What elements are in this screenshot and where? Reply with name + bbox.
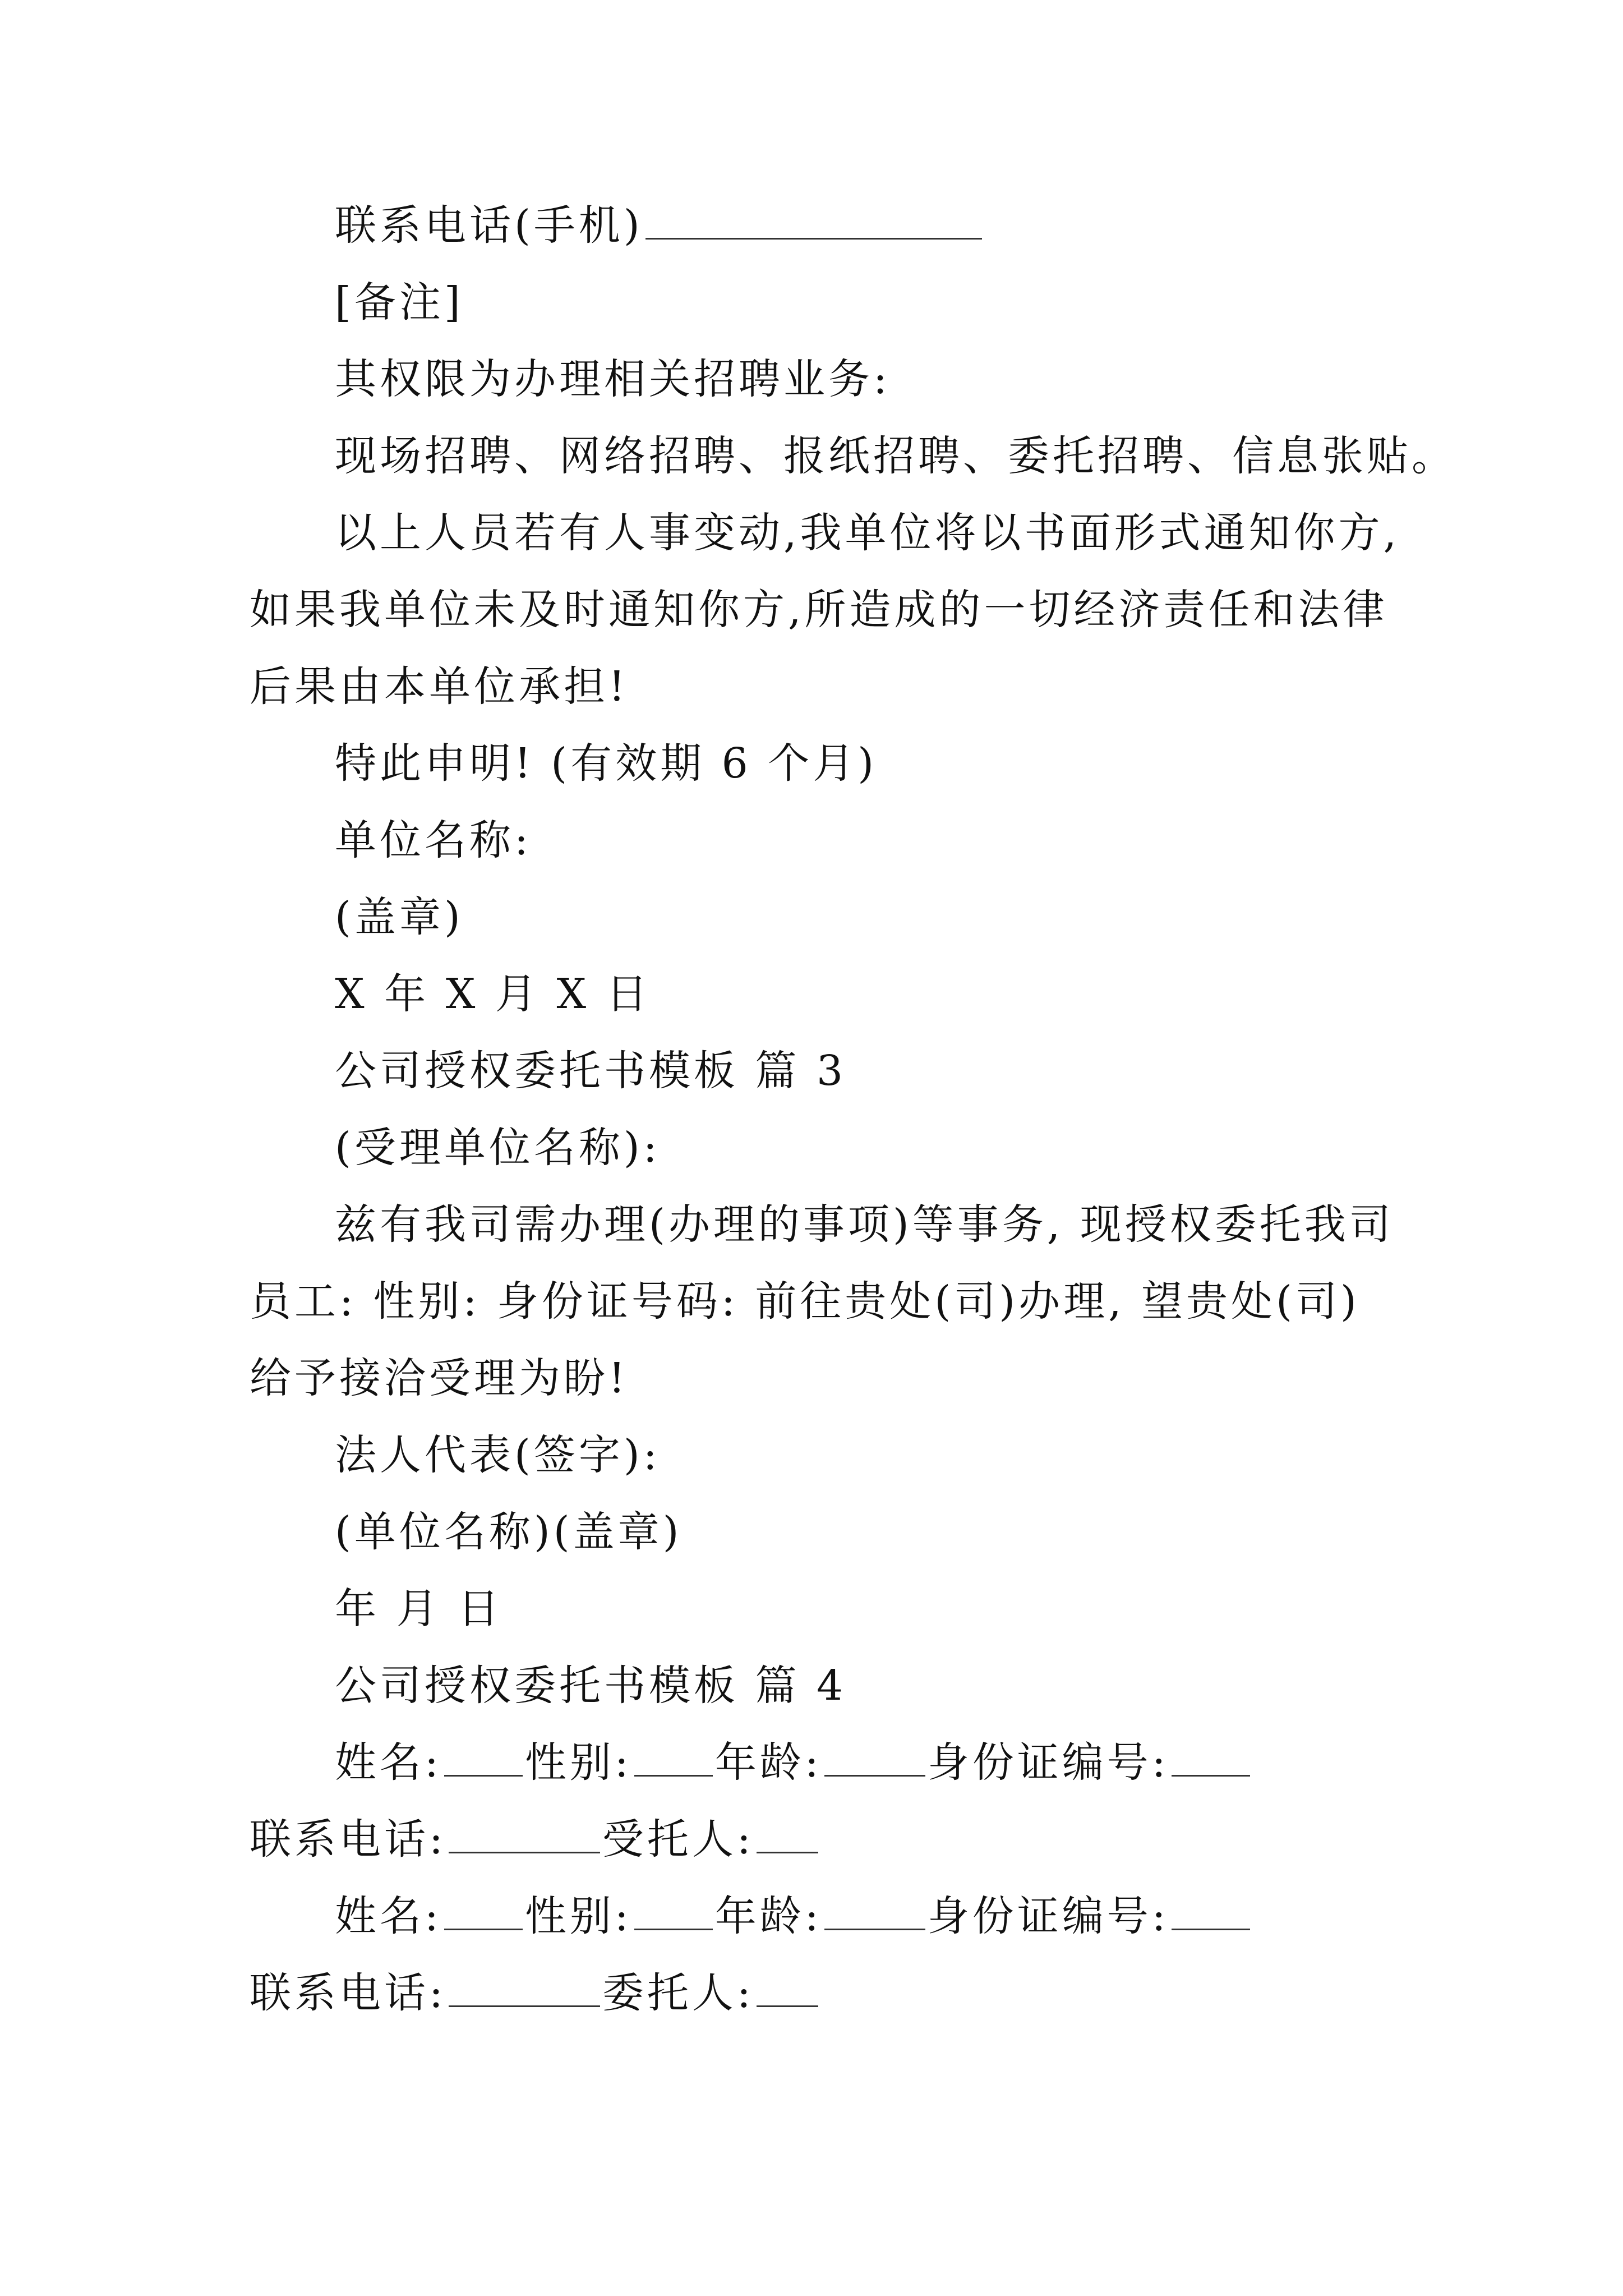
blank-line — [757, 1818, 818, 1853]
notice-paragraph-line: 如果我单位未及时通知你方,所造成的一切经济责任和法律 — [250, 586, 1388, 634]
recruit-types: 现场招聘、网络招聘、报纸招聘、委托招聘、信息张贴。 — [335, 432, 1456, 480]
gender-label: 性别: — [524, 1892, 632, 1940]
body-3-line: 给予接洽受理为盼! — [250, 1354, 629, 1402]
date-blank-line: 年 月 日 — [335, 1585, 503, 1633]
phone-label: 联系电话: — [250, 1815, 446, 1864]
seal-label: (盖章) — [335, 893, 464, 941]
trustee-label: 受托人: — [602, 1815, 754, 1864]
age-label: 年龄: — [714, 1738, 822, 1787]
remark-heading: [备注] — [335, 278, 464, 326]
age-label: 年龄: — [714, 1892, 822, 1940]
body-3-line: 兹有我司需办理(办理的事项)等事务, 现授权委托我司 — [335, 1200, 1394, 1249]
authority-scope: 其权限为办理相关招聘业务: — [335, 355, 891, 403]
notice-paragraph-line: 以上人员若有人事变动,我单位将以书面形式通知你方, — [335, 509, 1400, 557]
unit-seal-label: (单位名称)(盖章) — [335, 1508, 683, 1556]
name-label: 姓名: — [335, 1892, 442, 1940]
section-3-title: 公司授权委托书模板 篇 3 — [335, 1047, 847, 1095]
unit-name-label: 单位名称: — [335, 816, 532, 864]
date-line: X 年 X 月 X 日 — [335, 970, 651, 1018]
document-body — [250, 187, 1456, 2032]
trustee-contact-line — [250, 1801, 1394, 1878]
blank-line — [824, 1895, 925, 1930]
blank-line — [449, 1972, 600, 2007]
blank-line — [757, 1972, 818, 2007]
receiving-unit: (受理单位名称): — [335, 1124, 661, 1172]
blank-line — [645, 204, 982, 240]
phone-label: 联系电话: — [250, 1969, 446, 2017]
declaration: 特此申明! (有效期 6 个月) — [335, 739, 878, 788]
blank-line — [444, 1741, 523, 1777]
id-label: 身份证编号: — [927, 1738, 1169, 1787]
truster-info-line — [250, 1878, 1394, 1955]
blank-line — [1172, 1895, 1250, 1930]
blank-line — [824, 1741, 925, 1777]
blank-line — [449, 1818, 600, 1853]
contact-phone-label: 联系电话(手机) — [335, 201, 643, 250]
truster-contact-line — [250, 1955, 1394, 2032]
blank-line — [444, 1895, 523, 1930]
trustee-info-line — [250, 1724, 1394, 1801]
body-3-line: 员工: 性别: 身份证号码: 前往贵处(司)办理, 望贵处(司) — [250, 1277, 1360, 1326]
notice-paragraph-line: 后果由本单位承担! — [250, 662, 629, 711]
section-4-title: 公司授权委托书模板 篇 4 — [335, 1662, 847, 1710]
blank-line — [1172, 1741, 1250, 1777]
legal-rep-label: 法人代表(签字): — [335, 1431, 661, 1479]
contact-phone-line — [250, 187, 1394, 264]
truster-label: 委托人: — [602, 1969, 754, 2017]
name-label: 姓名: — [335, 1738, 442, 1787]
gender-label: 性别: — [524, 1738, 632, 1787]
blank-line — [634, 1895, 713, 1930]
blank-line — [634, 1741, 713, 1777]
id-label: 身份证编号: — [927, 1892, 1169, 1940]
